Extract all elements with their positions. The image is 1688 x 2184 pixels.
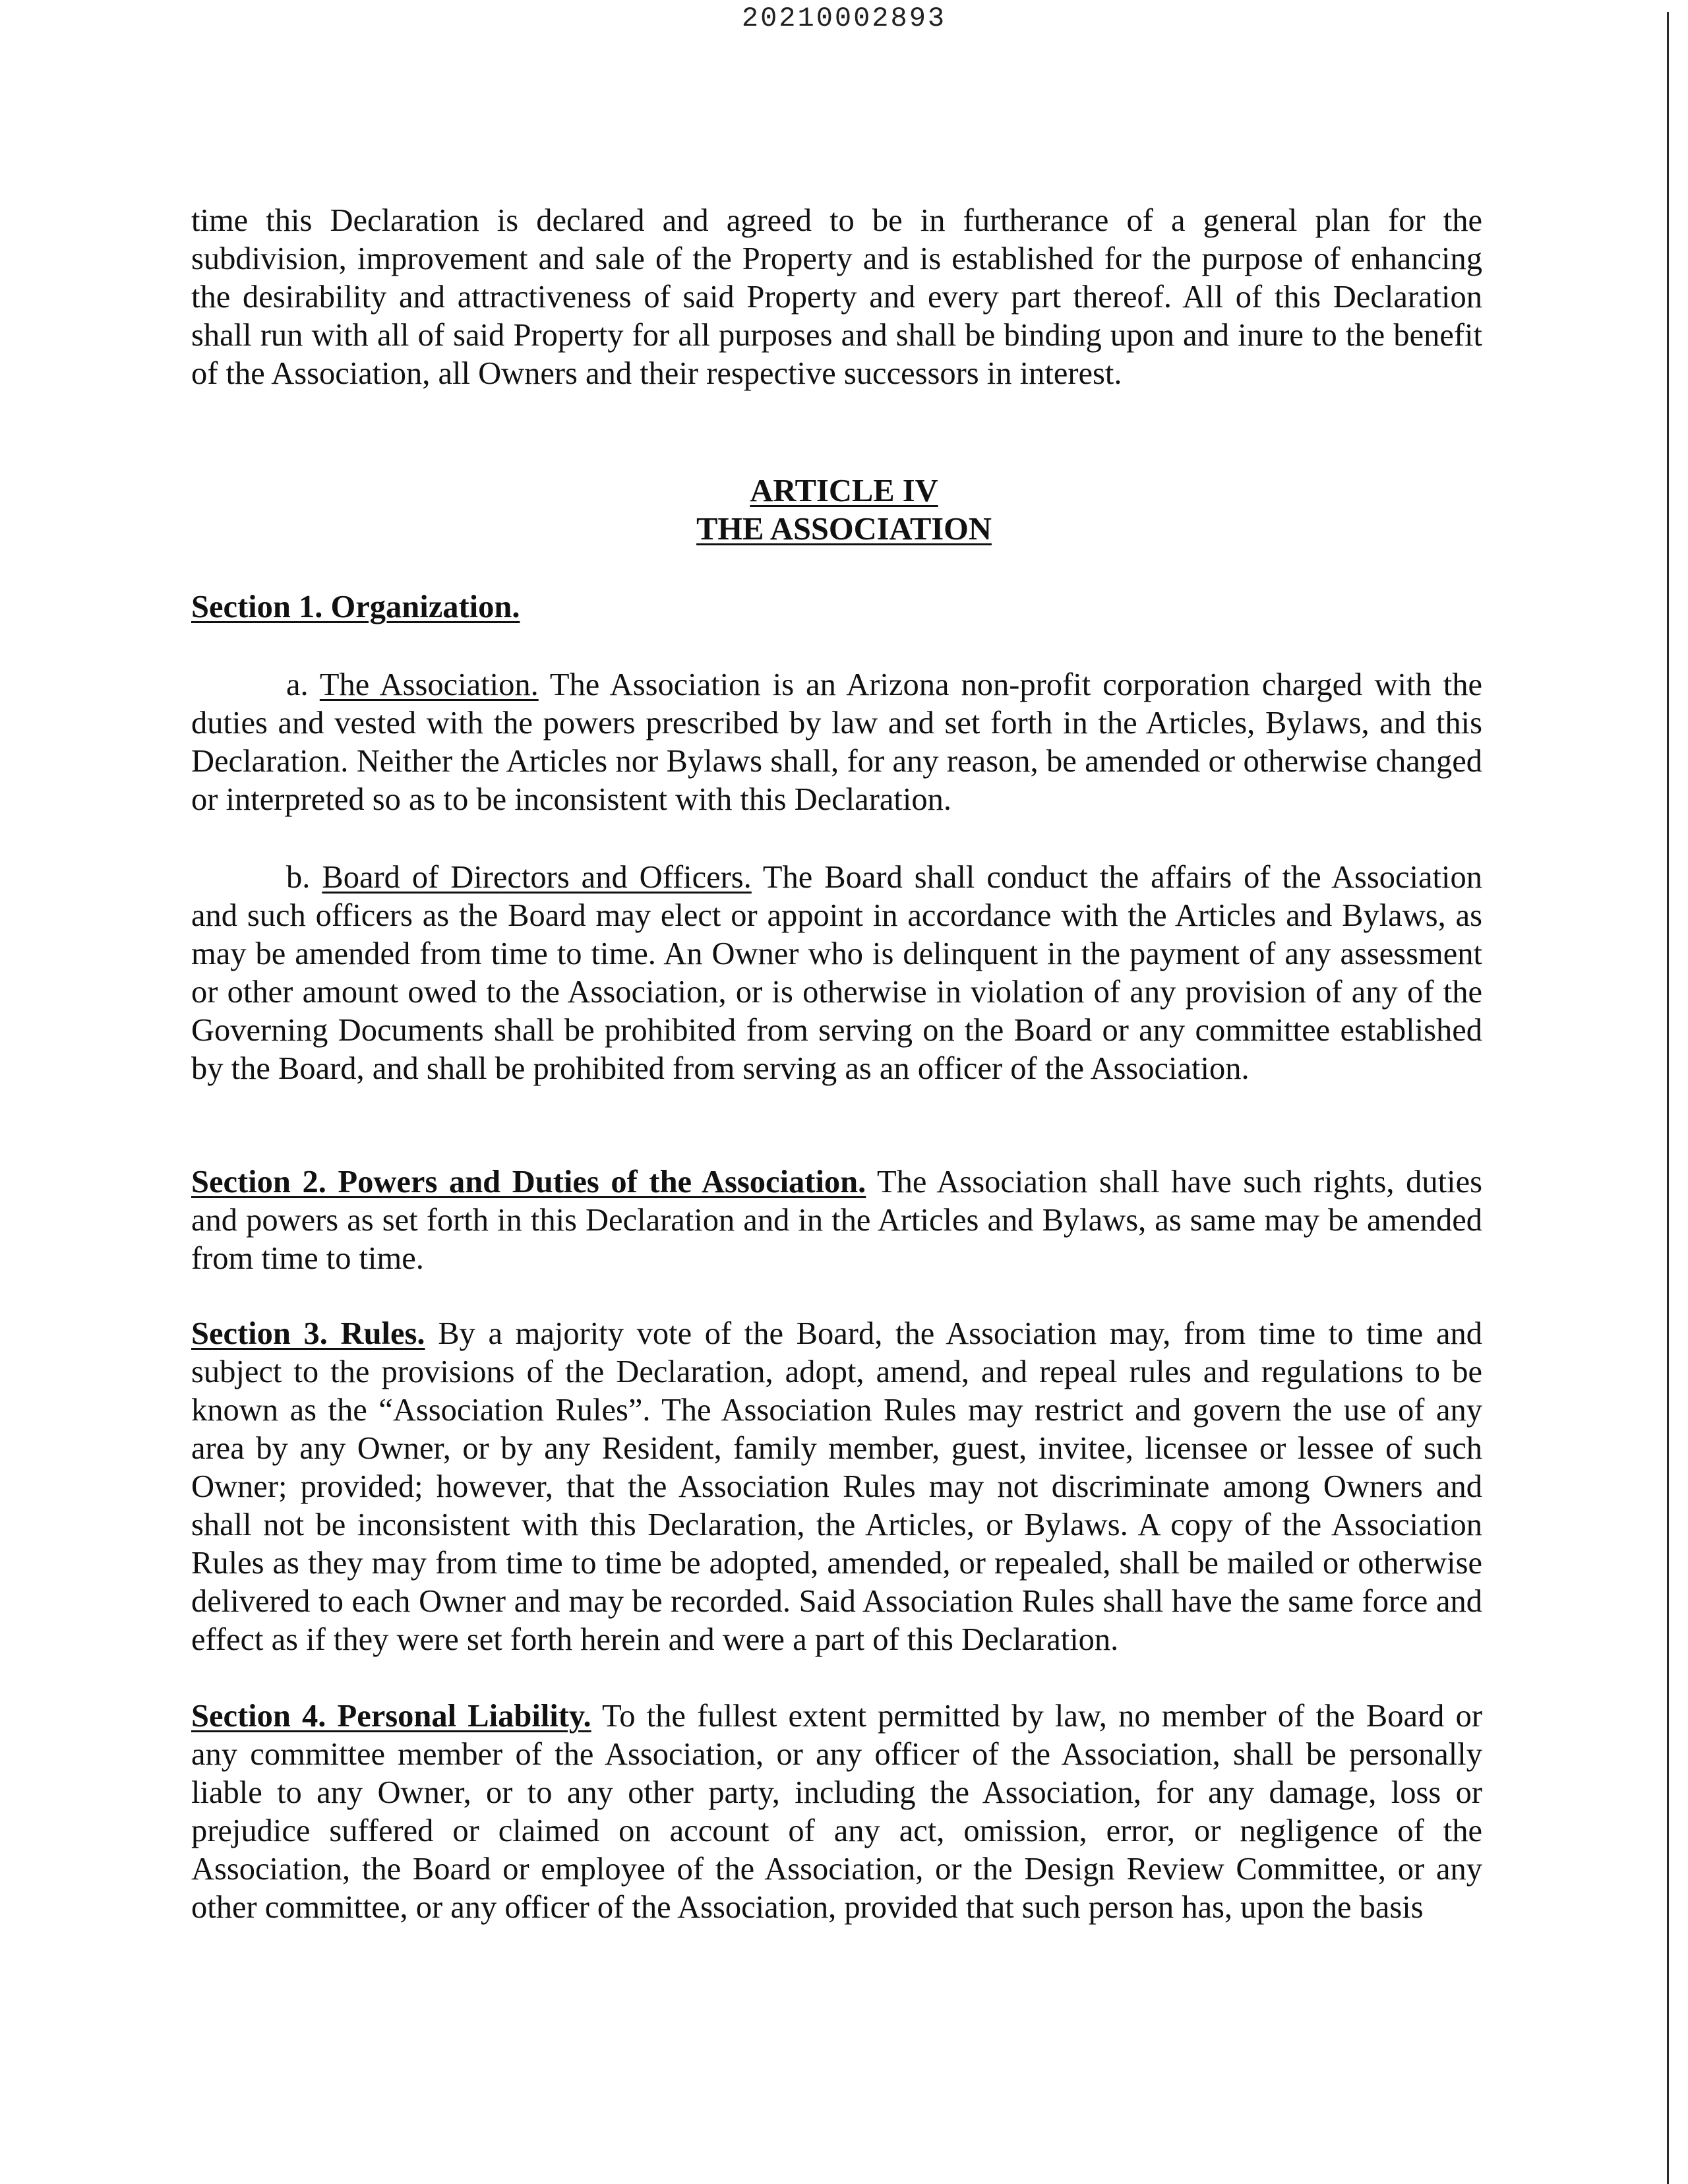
section-1a-text: The Association is an Arizona non-profit corporation charged with the duties and vested with the powers prescribed by law and set forth in the Articles, Bylaws, and this Declaration. Neither the Articles nor Bylaws shall, for any reason, be amended or otherwise changed or interpreted so as to be inconsistent with this Declaration. bbox=[191, 667, 1482, 817]
article-title bbox=[0, 510, 1688, 549]
section-1-heading-text: Section 1. Organization. bbox=[191, 590, 520, 624]
section-1b-text: The Board shall conduct the affairs of the Association and such officers as the Board may elect or appoint in accordance with the Articles and Bylaws, as may be amended from time to time. An Owner who is delinquent in the payment of any assessment or other amount owed to the Association, or is otherwise in violation of any provision of any of the Governing Documents shall be prohibited from serving on the Board or any committee established by the Board, and shall be prohibited from serving as an officer of the Association. bbox=[191, 860, 1483, 1086]
section-3-heading: Section 3. Rules. bbox=[191, 1316, 425, 1351]
section-2-paragraph bbox=[191, 1163, 1482, 1278]
section-2-heading: Section 2. Powers and Duties of the Association. bbox=[191, 1165, 866, 1199]
intro-paragraph: time this Declaration is declared and agreed to be in furtherance of a general plan for the subdivision, improvement and sale of the Property and is established for the purpose of enhancing the desirability and attractiveness of said Property and every part thereof. All of this Declaration shall run with all of said Property for all purposes and shall be binding upon and inure to the benefit of the Association, all Owners and their respective successors in interest. bbox=[191, 203, 1482, 391]
section-1a-title: The Association. bbox=[319, 667, 539, 702]
section-4-paragraph bbox=[191, 1697, 1482, 1927]
article-number bbox=[0, 472, 1688, 510]
section-4-text: To the fullest extent permitted by law, no member of the Board or any committee member of the Association, or any officer of the Association, shall be personally liable to any Owner, or to any other party, including the Association, for any damage, loss or prejudice suffered or claimed on account of any act, omission, error, or negligence of the Association, the Board or employee of the Association, or the Design Review Committee, or any other committee, or any officer of the Association, provided that such person has, upon the basis bbox=[191, 1699, 1482, 1925]
section-3-text: By a majority vote of the Board, the Association may, from time to time and subject to the provisions of the Declaration, adopt, amend, and repeal rules and regulations to be known as the “Association Rules”. The Association Rules may restrict and govern the use of any area by any Owner, or by any Resident, family member, guest, invitee, licensee or lessee of such Owner; provided; however, that the Association Rules may not discriminate among Owners and shall not be inconsistent with this Declaration, the Articles, or Bylaws. A copy of the Association Rules as they may from time to time be adopted, amended, or repealed, shall be mailed or otherwise delivered to each Owner and may be recorded. Said Association Rules shall have the same force and effect as if they were set forth herein and were a part of this Declaration. bbox=[191, 1316, 1482, 1657]
recording-number: 20210002893 bbox=[741, 3, 947, 34]
article-number-text: ARTICLE IV bbox=[750, 473, 938, 508]
page-edge-line bbox=[1667, 12, 1669, 2184]
section-1b-title: Board of Directors and Officers. bbox=[322, 860, 752, 895]
section-3-paragraph bbox=[191, 1315, 1482, 1659]
section-1a-paragraph bbox=[191, 666, 1482, 819]
section-1b-paragraph bbox=[191, 859, 1482, 1088]
section-1b-prefix: b. bbox=[286, 860, 322, 895]
section-2-text: The Association shall have such rights, duties and powers as set forth in this Declaration and in the Articles and Bylaws, as same may be amended from time to time. bbox=[191, 1165, 1482, 1276]
article-title-text: THE ASSOCIATION bbox=[696, 512, 992, 547]
section-4-heading: Section 4. Personal Liability. bbox=[191, 1699, 591, 1734]
section-1-heading bbox=[191, 588, 520, 626]
section-1a-prefix: a. bbox=[286, 667, 320, 702]
